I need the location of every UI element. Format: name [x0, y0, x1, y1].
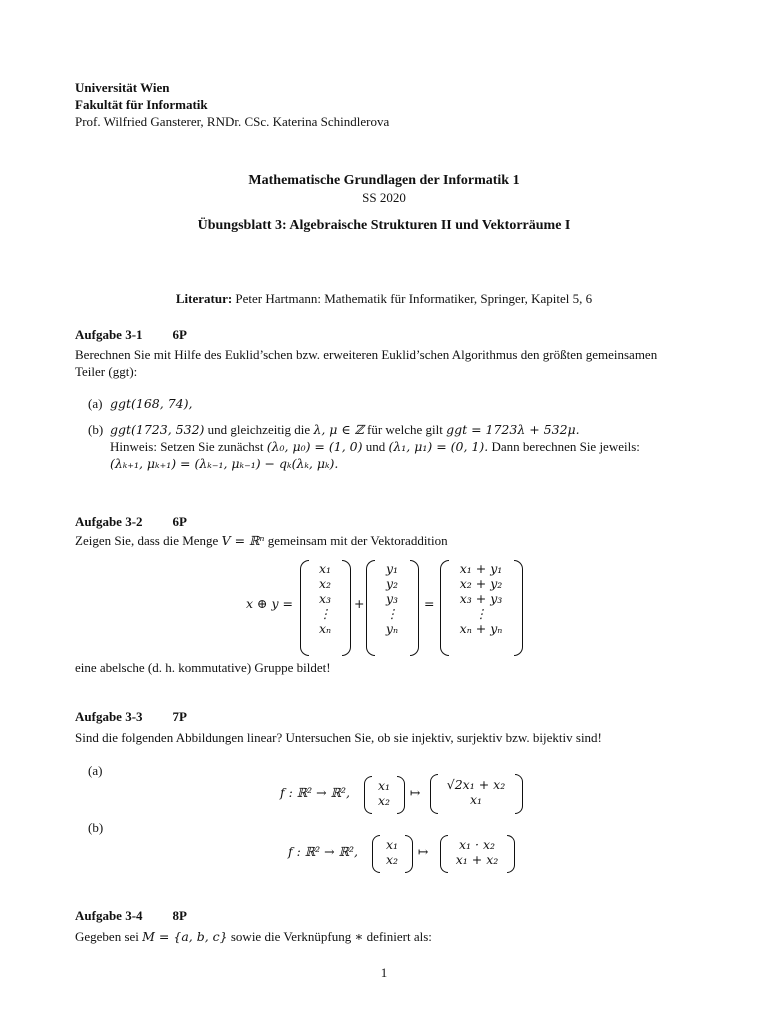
vector-entry: yₙ [385, 621, 399, 636]
university-name: Universität Wien [75, 80, 170, 95]
maps-to-arrow: ↦ [410, 785, 421, 800]
item-text: und gleichzeitig die [207, 422, 311, 437]
task-points: 7P [172, 709, 187, 724]
vector-addition-lhs: x ⊕ y = [246, 596, 293, 611]
hint-math: (λ₁, μ₁) = (0, 1). [388, 439, 489, 454]
right-paren [342, 560, 351, 656]
map-b-definition: f : ℝ² → ℝ², [288, 844, 358, 859]
item-math: ggt(168, 74), [110, 396, 193, 411]
hint-text: und [365, 439, 386, 454]
task-3-3-intro: Sind die folgenden Abbildungen linear? Untersuchen Sie, ob sie injektiv, surjektiv bzw. bijektiv sind! [75, 730, 602, 745]
literature-text: Peter Hartmann: Mathematik für Informatiker, Springer, Kapitel 5, 6 [235, 291, 593, 306]
task-points: 8P [172, 908, 187, 923]
vector-entry: x₂ + y₂ [459, 576, 503, 591]
vector-entry: x₁ [377, 778, 391, 793]
page-number: 1 [380, 965, 388, 980]
vector-entry: xₙ [318, 621, 332, 636]
task-3-1-heading [75, 327, 187, 344]
intro-math: M = {a, b, c} [142, 929, 228, 944]
vector-entry: ⋮ [474, 606, 488, 621]
vector-entry: x₁ · x₂ [458, 837, 496, 852]
task-title: Aufgabe 3-2 [75, 514, 143, 529]
task-3-1-item-b [88, 422, 580, 439]
task-points: 6P [172, 514, 187, 529]
vector-entry: x₁ [318, 561, 332, 576]
map-a-definition: f : ℝ² → ℝ², [280, 785, 350, 800]
task-3-3-label-a: (a) [88, 763, 103, 778]
sheet-title: Übungsblatt 3: Algebraische Strukturen II und Vektorräume I [197, 218, 571, 233]
vector-entry: y₃ [385, 591, 399, 606]
intro-text: gemeinsam mit der Vektoraddition [267, 533, 448, 548]
vector-entry: x₂ [318, 576, 332, 591]
vector-entry: y₂ [385, 576, 399, 591]
task-3-2-heading [75, 514, 187, 531]
vector-entry: y₁ [385, 561, 399, 576]
faculty-name: Fakultät für Informatik [75, 97, 208, 112]
vector-entry: √2x₁ + x₂ [446, 777, 506, 792]
item-text: für welche gilt [367, 422, 443, 437]
semester: SS 2020 [362, 190, 406, 205]
hint-text: Dann berechnen Sie jeweils: [491, 439, 640, 454]
intro-text: Zeigen Sie, dass die Menge [75, 533, 219, 548]
vector-entry: x₁ + x₂ [455, 852, 499, 867]
map-b-output [447, 837, 507, 867]
task-3-2-intro [75, 533, 448, 550]
task-title: Aufgabe 3-1 [75, 327, 143, 342]
task-3-1-intro-line1: Berechnen Sie mit Hilfe des Euklid’schen bzw. erweiteren Euklid’schen Algorithmus den größten gemeinsamen [75, 347, 658, 362]
task-3-1-hint-line1 [110, 439, 640, 456]
maps-to-arrow: ↦ [418, 844, 429, 859]
map-a-input [371, 778, 397, 808]
item-label: (b) [88, 422, 104, 437]
intro-math: V = ℝⁿ [221, 533, 265, 548]
map-b-input [379, 837, 405, 867]
right-paren [397, 776, 405, 814]
hint-text: Hinweis: Setzen Sie zunächst [110, 439, 264, 454]
intro-text: sowie die Verknüpfung ∗ definiert als: [230, 929, 432, 944]
task-3-4-heading [75, 908, 187, 925]
task-3-4-intro [75, 929, 432, 946]
task-3-3-heading [75, 709, 187, 726]
literature [0, 291, 768, 308]
task-title: Aufgabe 3-3 [75, 709, 143, 724]
right-paren [410, 560, 419, 656]
item-math: λ, μ ∈ ℤ [313, 422, 364, 437]
vector-entry: ⋮ [318, 606, 332, 621]
item-label: (a) [88, 396, 103, 411]
task-3-1-hint-recursion: (λₖ₊₁, μₖ₊₁) = (λₖ₋₁, μₖ₋₁) − qₖ(λₖ, μₖ). [110, 456, 339, 471]
vector-x [308, 561, 342, 636]
vector-entry: x₃ + y₃ [459, 591, 503, 606]
equals-sign: = [424, 596, 435, 611]
right-paren [507, 835, 515, 873]
vector-entry: x₂ [377, 793, 391, 808]
task-3-1-item-a [88, 396, 192, 413]
task-title: Aufgabe 3-4 [75, 908, 143, 923]
vector-y [374, 561, 410, 636]
item-math: ggt = 1723λ + 532μ. [446, 422, 580, 437]
right-paren [514, 560, 523, 656]
right-paren [405, 835, 413, 873]
task-3-3-label-b: (b) [88, 820, 104, 835]
item-math: ggt(1723, 532) [110, 422, 205, 437]
vector-entry: x₁ [385, 837, 399, 852]
plus-sign: + [354, 596, 365, 611]
hint-math: (λ₀, μ₀) = (1, 0) [266, 439, 363, 454]
vector-sum [448, 561, 514, 636]
vector-entry: xₙ + yₙ [459, 621, 503, 636]
task-points: 6P [172, 327, 187, 342]
vector-entry: x₁ + y₁ [459, 561, 503, 576]
vector-entry: ⋮ [385, 606, 399, 621]
course-title: Mathematische Grundlagen der Informatik 1 [248, 173, 520, 188]
vector-entry: x₂ [385, 852, 399, 867]
intro-text: Gegeben sei [75, 929, 139, 944]
vector-entry: x₃ [318, 591, 332, 606]
task-3-2-outro: eine abelsche (d. h. kommutative) Gruppe bildet! [75, 660, 331, 675]
literature-label: Literatur: [175, 291, 233, 306]
vector-entry: x₁ [469, 792, 483, 807]
professors: Prof. Wilfried Gansterer, RNDr. CSc. Katerina Schindlerova [75, 114, 390, 129]
right-paren [515, 774, 523, 814]
task-3-1-intro-line2: Teiler (ggt): [75, 364, 138, 379]
map-a-output [437, 777, 515, 807]
